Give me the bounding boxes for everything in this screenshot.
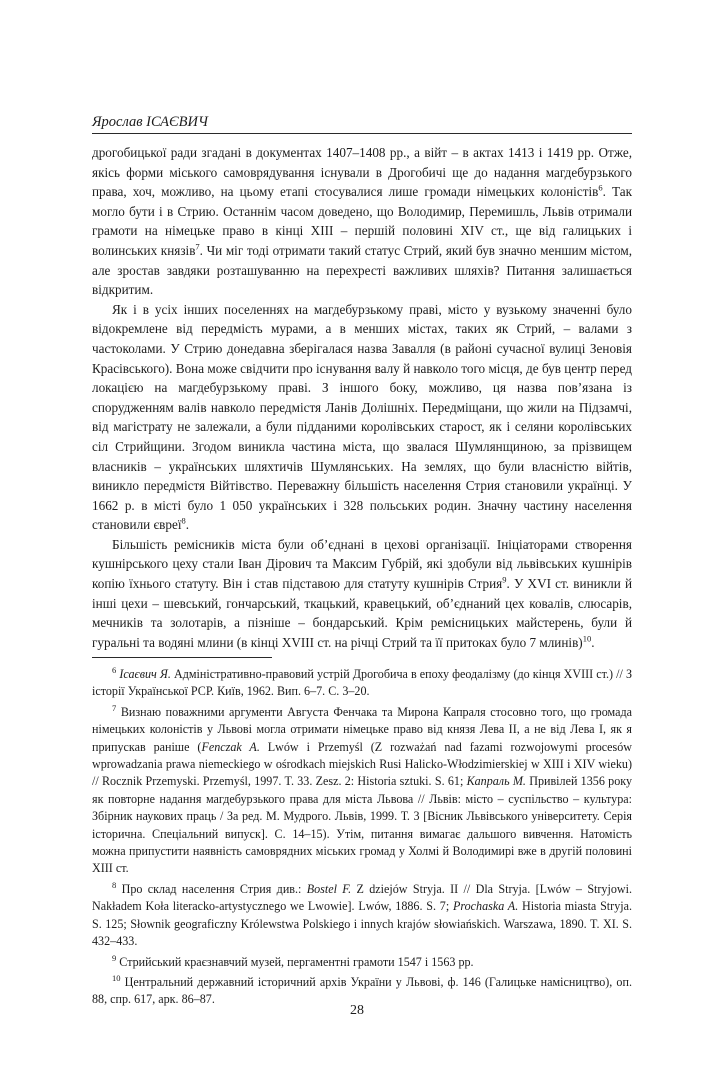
header-author: Ярослав ІСАЄВИЧ <box>92 114 208 130</box>
footnote-ref-7[interactable]: 7 <box>195 241 200 252</box>
paragraph-3: Більшість ремісників міста були об’єднані в цехові організації. Ініціаторами створення кушнірського цеху стали Іван Дірович та Максим Губрій, які здобули від львівських кушнірів копію їхнього статуту. Він і став підставою для статуту кушнірів Стрия$^9$. У XVI ст. виникли й інші цехи – шевський, гончарський, ткацький, кравецький, об’єднаний цех ковалів, слюсарів, мечників та золотарів, а пізніше – бондарський. Крім ремісницьких майстерень, були й гуральні та водяні млини (в кінці XVIII ст. на річці Стрий та її притоках було 7 млинів)$^{10}$. <box>92 536 633 650</box>
footnote-ref-9[interactable]: 9 <box>502 574 507 585</box>
footnote-7: $^7$ Визнаю поважними аргументи Августа Фенчака та Мирона Капраля стосовно того, що громада німецьких колоністів у Львові могла отримати німецьке право від князя Лева II, а не від Лева I, як я припускав раніше (Fenczak A. Lwów i Przemyśl (Z rozważań nad fazami rozwojowymi procesów wprowadzania prawa niemeckiego w ośrodkach miejskich Rusi Halicko-Włodzimierskiej w XIII i XIV wieku) // Rocznik Przemyski. Przemyśl, 1997. T. 33. Zesz. 2: Historia sztuki. S. 61; Капраль М. Привілей 1356 року як повторне надання магдебурзького права для міста Львова // Львів: місто – суспільство – культура: Збірник наукових праць / За ред. М. Мудрого. Львів, 1999. Т. 3 [Вісник Львівського університету. Серія історична. Спеціальний випуск]. С. 14–15). Утім, питання вимагає дальшого вивчення. Натомість можна припустити наявність самоврядних міських громад у Холмі й Володимирі вже в другій половині XIII ст. <box>92 702 633 876</box>
footnote-separator <box>92 657 272 658</box>
paragraph-1: дрогобицької ради згадані в документах 1407–1408 рр., а війт – в актах 1413 і 1419 рр. Отже, якісь форми міського самоврядування існували в Дрогобичі ще до надання магдебурзького права, хоч, можливо, на цьому етапі стосувалися лише громади німецьких колоністів$^6$. Так могло бути і в Стрию. Останнім часом доведено, що Володимир, Перемишль, Львів отримали грамоти на німецьке право в кінці XIII – першій половині XIV ст., ще від галицьких і волинських князів$^7$. Чи міг тоді отримати такий статус Стрий, який був значно меншим містом, але зростав завдяки розташуванню на перехресті важливих шляхів? Питання залишається відкритим. <box>92 145 632 298</box>
footnote-6: $^6$ Ісаєвич Я. Адміністративно-правовий устрій Дрогобича в епоху феодалізму (до кінця XVIII ст.) // З історії Української РСР. Київ, 1962. Вип. 6–7. С. 3–20. <box>92 664 633 699</box>
footnote-8: $^8$ Про склад населення Стрия див.: Bostel F. Z dziejów Stryja. II // Dla Stryja. [Lwów – Stryjowi. Nakładem Koła literacko-artystycznego we Lwowie]. Lwów, 1886. S. 7; Prochaska A. Historia miasta Stryja. S. 125; Słownik geograficzny Królewstwa Polskiego i innych krajów słowiańskich. Warszawa, 1890. T. XI. S. 432–433. <box>92 879 633 949</box>
footnote-10: $^{10}$ Центральний державний історичний архів України у Львові, ф. 146 (Галицьке намісництво), оп. 88, спр. 617, арк. 86–87. <box>92 972 632 1007</box>
footnote-ref-6[interactable]: 6 <box>598 182 603 193</box>
running-header <box>92 113 632 134</box>
footnotes <box>92 666 632 1012</box>
page-number: 28 <box>350 1003 364 1018</box>
main-text <box>92 143 632 652</box>
footnote-ref-8[interactable]: 8 <box>181 515 186 526</box>
footnote-ref-10[interactable]: 10 <box>582 633 592 644</box>
footnote-9: $^9$ Стрийський краєзнавчий музей, пергаментні грамоти 1547 і 1563 рр. <box>112 952 474 969</box>
paragraph-2: Як і в усіх інших поселеннях на магдебурзькому праві, місто у вузькому значенні було відокремлене від передмість мурами, а в менших містах, таких як Стрий, – валами з частоколами. У Стрию донедавна зберігалася назва Завалля (в районі сучасної вулиці Зеновія Красівського). Вона може свідчити про існування валу й навколо того місця, де був центр перед локацією на магдебурзькому праві. З іншого боку, можливо, ця назва пов’язана із спорудженням валів навколо передмістя Ланів Долішніх. Передміщани, що жили на Підзамчі, від магістрату не залежали, а були підданими королівських старост, як і селяни королівських сіл Стрийщини. Згодом виникла частина міста, що звалася Шумлянщиною, за прізвищем власників – українських шляхтичів Шумлянських. На землях, що були власністю війтів, виникло передмістя Війтівство. Переважну більшість населення Стрия становили українці. У 1662 р. в місті було 1 050 українських і 328 польських родин. Значну частину населення становили євреї$^8$. <box>92 301 632 533</box>
